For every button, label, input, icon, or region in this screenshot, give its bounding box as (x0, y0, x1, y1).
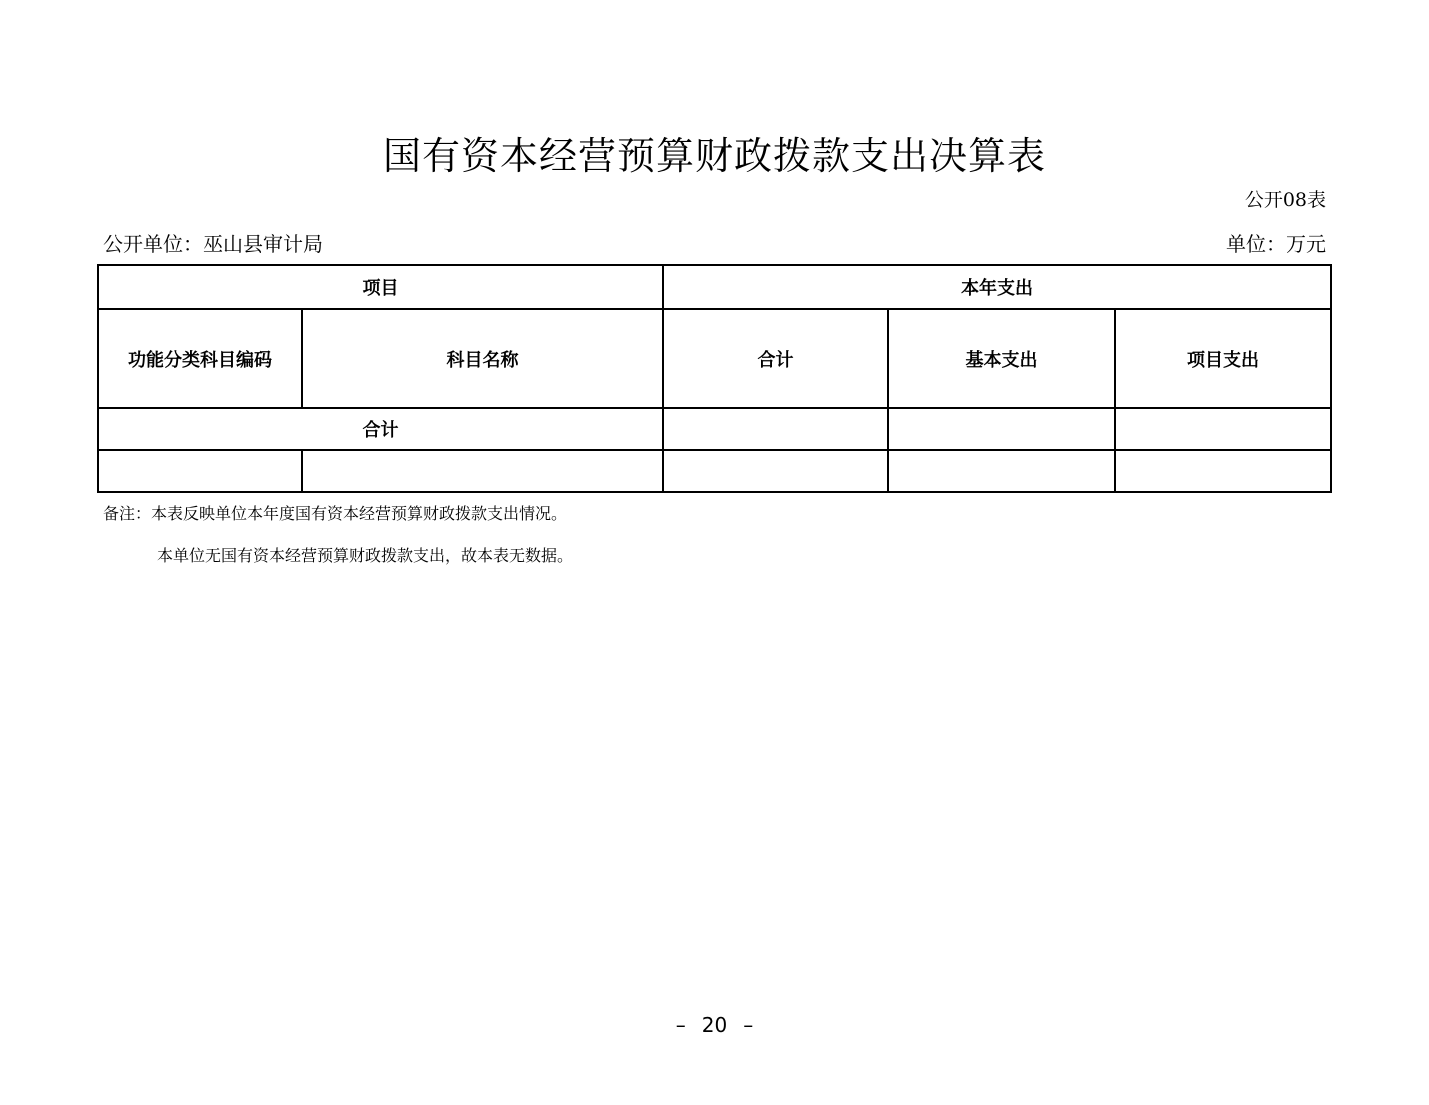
table-row (98, 450, 1331, 492)
page-dash-left: – (675, 1013, 686, 1037)
document-title: 国有资本经营预算财政拨款支出决算表 (382, 134, 1046, 178)
total-row-basic (888, 408, 1115, 450)
note-line-1: 备注：本表反映单位本年度国有资本经营预算财政拨款支出情况。 (103, 504, 568, 523)
header-function-code: 功能分类科目编码 (98, 309, 302, 408)
header-current-year-expenditure: 本年支出 (663, 265, 1331, 309)
column-header-row (98, 309, 1331, 408)
page-footer (0, 1012, 1429, 1038)
total-row-total (663, 408, 888, 450)
page-number: 20 (701, 1013, 728, 1037)
group-header-row (98, 265, 1331, 309)
row-basic-expenditure (888, 450, 1115, 492)
header-subject-name: 科目名称 (302, 309, 663, 408)
total-row-project (1115, 408, 1331, 450)
header-basic-expenditure: 基本支出 (888, 309, 1115, 408)
header-project-expenditure: 项目支出 (1115, 309, 1331, 408)
total-row (98, 408, 1331, 450)
form-number: 公开08表 (1244, 189, 1326, 211)
currency-unit: 单位：万元 (1226, 232, 1326, 256)
reporting-unit: 公开单位：巫山县审计局 (103, 232, 323, 256)
note-line-2: 本单位无国有资本经营预算财政拨款支出，故本表无数据。 (157, 546, 574, 565)
expenditure-table (97, 264, 1332, 493)
row-function-code (98, 450, 302, 492)
header-item: 项目 (98, 265, 663, 309)
header-total: 合计 (663, 309, 888, 408)
total-row-label: 合计 (98, 408, 663, 450)
row-subject-name (302, 450, 663, 492)
row-total (663, 450, 888, 492)
page-dash-right: – (743, 1013, 754, 1037)
row-project-expenditure (1115, 450, 1331, 492)
